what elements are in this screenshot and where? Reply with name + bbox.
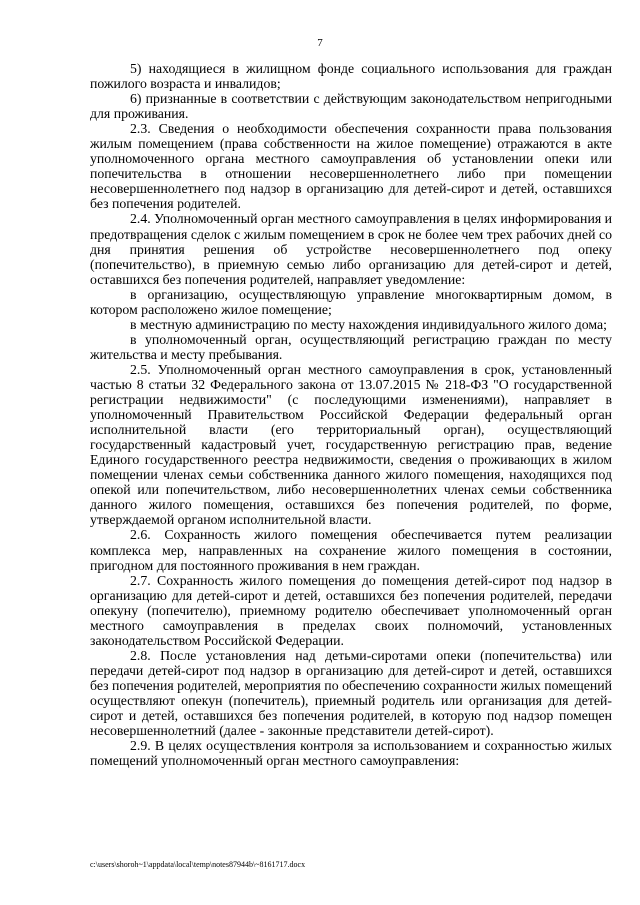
paragraph: 2.6. Сохранность жилого помещения обеспечивается путем реализации комплекса мер, направленных на сохранение жилого помещения в состоянии, пригодном для постоянного проживания в нем граждан. bbox=[90, 527, 612, 573]
document-body bbox=[90, 61, 612, 768]
paragraph: в организацию, осуществляющую управление многоквартирным домом, в котором расположено жилое помещение; bbox=[90, 286, 612, 317]
paragraph: 2.3. Сведения о необходимости обеспечения сохранности права пользования жилым помещением (права собственности на жилое помещение) отражаются в акте уполномоченного органа местного самоуправления об установлении опеки или попечительства в отношении несовершеннолетнего либо при помещении несовершеннолетнего под надзор в организацию для детей-сирот и детей, оставшихся без попечения родителей. bbox=[90, 121, 612, 212]
page-number: 7 bbox=[317, 37, 323, 49]
paragraph: в уполномоченный орган, осуществляющий регистрацию граждан по месту жительства и месту пребывания. bbox=[90, 331, 612, 362]
paragraph: 2.8. После установления над детьми-сиротами опеки (попечительства) или передачи детей-сирот под надзор в организацию для детей-сирот и детей, оставшихся без попечения родителей, мероприятия по обеспечению сохранности жилых помещений осуществляют опекун (попечитель), приемный родитель или организация для детей-сирот и детей, оставшихся без попечения родителей, в которую под надзор помещен несовершеннолетний (далее - законные представители детей-сирот). bbox=[90, 647, 612, 739]
paragraph: 6) признанные в соответствии с действующим законодательством непригодными для проживания. bbox=[90, 91, 612, 122]
paragraph: 2.5. Уполномоченный орган местного самоуправления в срок, установленный частью 8 статьи 32 Федерального закона от 13.07.2015 № 218-ФЗ "О государственной регистрации недвижимости" (с последующими изменениями), направляет в уполномоченный Правительством Российской Федерации федеральный орган исполнительной власти (его территориальный орган), осуществляющий государственный кадастровый учет, государственную регистрацию прав, ведение Единого государственного реестра недвижимости, сведения о проживающих в жилом помещении членах семьи собственника данного жилого помещения, находящихся под опекой или попечительством, либо несовершеннолетних членах семьи собственника данного жилого помещения, оставшихся без попечения родителей, по форме, утверждаемой органом исполнительной власти. bbox=[90, 361, 612, 528]
paragraph: 2.7. Сохранность жилого помещения до помещения детей-сирот под надзор в организацию для детей-сирот и детей, оставшихся без попечения родителей, передачи опекуну (попечителю), приемному родителю обеспечивает уполномоченный орган местного самоуправления в пределах своих полномочий, установленных законодательством Российской Федерации. bbox=[90, 572, 612, 648]
footer-file-path: c:\users\shoroh~1\appdata\local\temp\notes87944b\~8161717.docx bbox=[90, 860, 306, 869]
paragraph: в местную администрацию по месту нахождения индивидуального жилого дома; bbox=[130, 316, 607, 332]
paragraph: 2.4. Уполномоченный орган местного самоуправления в целях информирования и предотвращения сделок с жилым помещением в срок не более чем трех рабочих дней со дня принятия решения об устройстве несовершеннолетнего под опеку (попечительство), в приемную семью либо организацию для детей-сирот и детей, оставшихся без попечения родителей, направляет уведомление: bbox=[90, 211, 613, 287]
paragraph: 5) находящиеся в жилищном фонде социального использования для граждан пожилого возраста и инвалидов; bbox=[90, 61, 612, 92]
paragraph: 2.9. В целях осуществления контроля за использованием и сохранностью жилых помещений уполномоченный орган местного самоуправления: bbox=[90, 738, 612, 769]
